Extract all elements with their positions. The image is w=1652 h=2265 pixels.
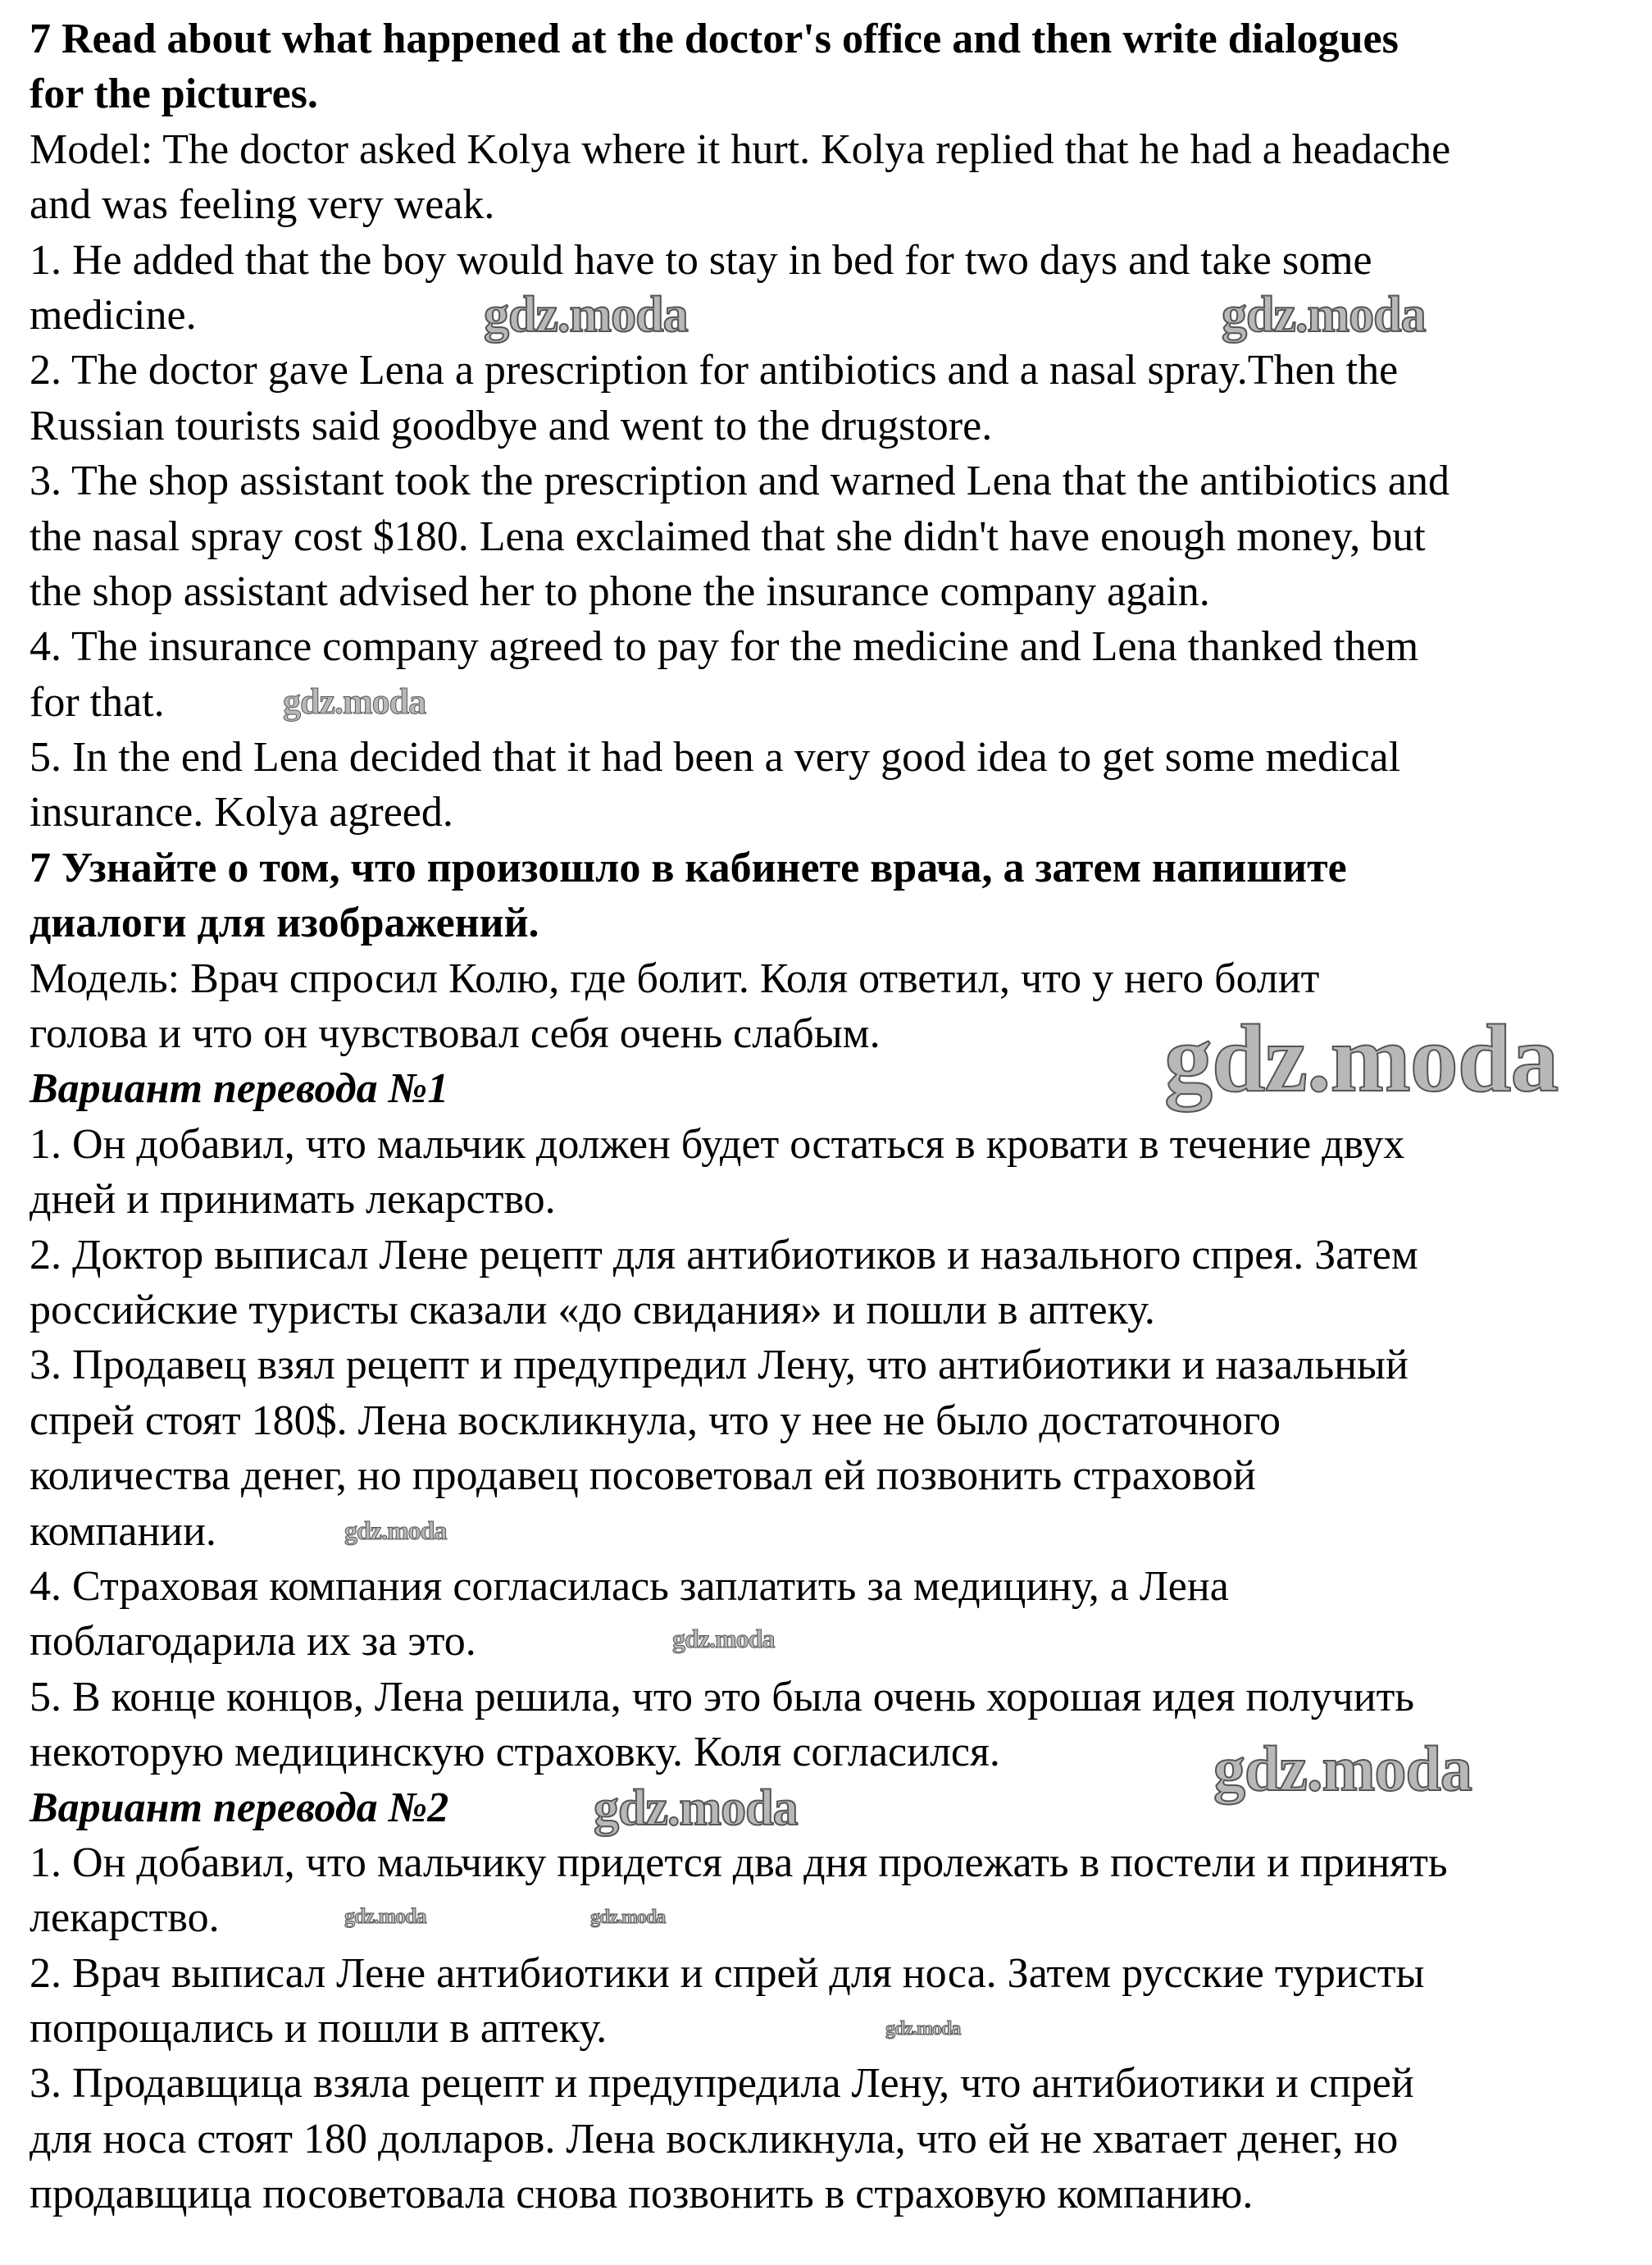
variant-heading: Вариант перевода №2 xyxy=(30,1784,449,1831)
text-line: продавщица посоветовала снова позвонить в страховую компанию. xyxy=(30,2171,1254,2218)
text-line: 3. The shop assistant took the prescription and warned Lena that the antibiotics and xyxy=(30,458,1449,505)
text-line: российские туристы сказали «до свидания» и пошли в аптеку. xyxy=(30,1286,1155,1333)
text-line: insurance. Kolya agreed. xyxy=(30,789,453,836)
watermark: gdz.moda xyxy=(885,2018,961,2039)
watermark: gdz.moda xyxy=(672,1624,775,1653)
text-line: для носа стоят 180 долларов. Лена воскликнула, что ей не хватает денег, но xyxy=(30,2115,1399,2162)
text-line: дней и принимать лекарство. xyxy=(30,1176,556,1224)
watermark: gdz.moda xyxy=(344,1904,426,1928)
exercise-heading-line: for the pictures. xyxy=(30,71,318,118)
watermark: gdz.moda xyxy=(484,287,688,343)
text-line: 2. The doctor gave Lena a prescription for antibiotics and a nasal spray.Then the xyxy=(30,347,1399,394)
watermark: gdz.moda xyxy=(590,1907,666,1928)
document-body xyxy=(30,11,1645,2222)
text-line: Russian tourists said goodbye and went to the drugstore. xyxy=(30,402,993,449)
watermark: gdz.moda xyxy=(1164,1005,1559,1112)
text-line: количества денег, но продавец посоветовал ей позвонить страховой xyxy=(30,1452,1256,1500)
text-line: поблагодарила их за это. xyxy=(30,1618,476,1666)
text-line: 1. Он добавил, что мальчику придется два дня пролежать в постели и принять xyxy=(30,1839,1448,1886)
text-line: 5. In the end Lena decided that it had been a very good idea to get some medical xyxy=(30,734,1401,782)
text-line: 2. Врач выписал Лене антибиотики и спрей для носа. Затем русские туристы xyxy=(30,1949,1425,1997)
text-line: 1. Он добавил, что мальчик должен будет остаться в кровати в течение двух xyxy=(30,1120,1405,1168)
text-line: спрей стоят 180$. Лена воскликнула, что у нее не было достаточного xyxy=(30,1397,1281,1444)
text-line: 3. Продавщица взяла рецепт и предупредила Лену, что антибиотики и спрей xyxy=(30,2060,1414,2108)
text-line: Модель: Врач спросил Колю, где болит. Коля ответил, что у него болит xyxy=(30,955,1320,1002)
text-line: голова и что он чувствовал себя очень слабым. xyxy=(30,1010,881,1058)
text-line: 1. He added that the boy would have to stay in bed for two days and take some xyxy=(30,236,1372,284)
text-line: 2. Доктор выписал Лене рецепт для антибиотиков и назального спрея. Затем xyxy=(30,1231,1418,1278)
text-line: 5. В конце концов, Лена решила, что это была очень хорошая идея получить xyxy=(30,1673,1415,1720)
text-line: попрощались и пошли в аптеку. xyxy=(30,2005,608,2053)
text-line: medicine. xyxy=(30,291,197,339)
text-line: компании. xyxy=(30,1507,216,1555)
watermark: gdz.moda xyxy=(1213,1733,1472,1804)
text-line: for that. xyxy=(30,678,165,726)
watermark: gdz.moda xyxy=(344,1515,447,1545)
exercise-heading-line: 7 Read about what happened at the doctor's office and then write dialogues xyxy=(30,16,1399,62)
watermark: gdz.moda xyxy=(594,1780,798,1836)
text-line: 4. The insurance company agreed to pay for the medicine and Lena thanked them xyxy=(30,623,1419,671)
variant-heading: Вариант перевода №1 xyxy=(30,1065,449,1113)
text-line: and was feeling very weak. xyxy=(30,181,495,229)
watermark: gdz.moda xyxy=(283,681,426,722)
text-line: the shop assistant advised her to phone the insurance company again. xyxy=(30,567,1210,615)
text-line: 4. Страховая компания согласилась заплатить за медицину, а Лена xyxy=(30,1562,1229,1610)
exercise-heading-line: диалоги для изображений. xyxy=(30,900,539,947)
text-line: 3. Продавец взял рецепт и предупредил Лену, что антибиотики и назальный xyxy=(30,1342,1409,1389)
text-line: the nasal spray cost $180. Lena exclaimed that she didn't have enough money, but xyxy=(30,513,1426,560)
exercise-heading-line: 7 Узнайте о том, что произошло в кабинете врача, а затем напишите xyxy=(30,844,1347,891)
text-line: лекарство. xyxy=(30,1894,220,1942)
text-line: некоторую медицинскую страховку. Коля согласился. xyxy=(30,1729,1000,1776)
text-line: Model: The doctor asked Kolya where it hurt. Kolya replied that he had a headache xyxy=(30,125,1451,173)
watermark: gdz.moda xyxy=(1222,287,1426,343)
